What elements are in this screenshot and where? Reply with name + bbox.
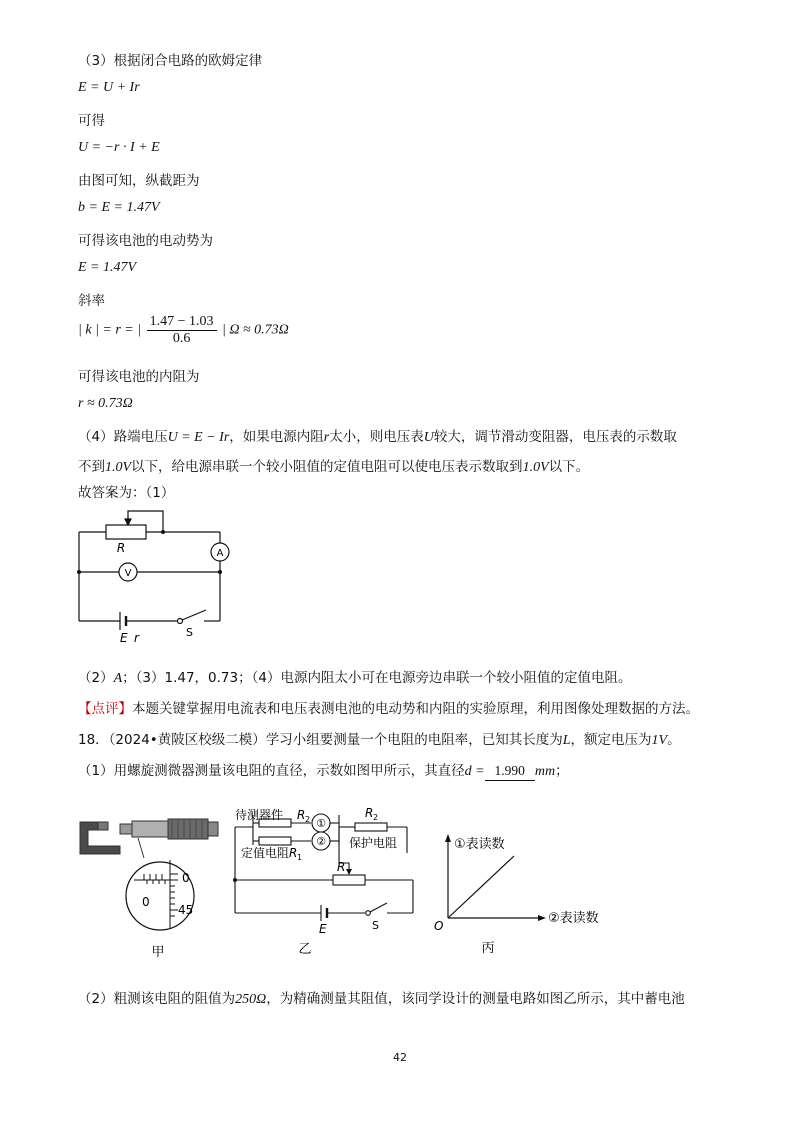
label-S: S (372, 919, 379, 932)
junction-dot (161, 530, 165, 534)
question-18-part1 (78, 762, 569, 781)
switch-contact (178, 619, 183, 624)
label-V: V (124, 568, 132, 579)
label-S: S (186, 626, 193, 639)
fraction-numerator: 1.47 − 1.03 (147, 314, 217, 331)
answer-blank: 1.990 (485, 762, 535, 781)
question-18-part2 (78, 990, 685, 1009)
text: （4）路端电压 (78, 429, 168, 445)
rheostat-R (333, 875, 365, 885)
x-axis-label: ②表读数 (548, 911, 599, 926)
comment-line (78, 700, 699, 718)
resistor-R1-fixed (259, 837, 291, 845)
text-line: 由图可知，纵截距为 (78, 173, 200, 189)
junction-dot (233, 878, 237, 882)
label-meter-1: ① (316, 817, 326, 830)
circuit-figure-yi (225, 805, 425, 955)
resistor-R (106, 525, 146, 539)
text-line: （3）根据闭合电路的欧姆定律 (78, 53, 263, 69)
fraction-denominator: 0.6 (172, 331, 191, 346)
label-R1-sub: 1 (297, 853, 303, 862)
label-meter-2: ② (316, 835, 326, 848)
answer-intro: 故答案为：（1） (78, 485, 175, 501)
text: 不到 (78, 459, 105, 475)
label-R2-dut-sub: 2 (305, 815, 311, 824)
text: ，如果电源内阻 (229, 429, 324, 445)
paragraph-4-line2 (78, 458, 589, 477)
caption-bing: 丙 (481, 941, 495, 956)
equation: U = −r · I + E (78, 140, 160, 155)
ratchet (208, 822, 218, 836)
answer-line (78, 669, 631, 688)
slider-arrow (346, 869, 352, 875)
label-protect: 保护电阻 (349, 836, 398, 850)
label-dut: 待测器件 (235, 808, 284, 822)
inline-math: L (562, 733, 571, 748)
text: 18．（2024•黄陂区校级二模）学习小组要测量一个电阻的电阻率，已知其长度为 (78, 732, 563, 748)
thimble-scale-45: 45 (178, 903, 194, 917)
inline-math: A (113, 671, 123, 686)
equation: b = E = 1.47V (78, 200, 160, 215)
inline-math: 250Ω (235, 992, 267, 1007)
inline-math: U (423, 430, 434, 445)
y-axis-label: ①表读数 (454, 837, 505, 852)
text: ；（3）1.47，0.73；（4）电源内阻太小可在电源旁边串联一个较小阻值的定值电阻。 (122, 670, 632, 686)
switch-contact (366, 911, 371, 916)
text: ，额定电压为 (570, 732, 652, 748)
inline-math: 1.0V (105, 460, 132, 475)
question-18-title (78, 731, 681, 750)
text: 以下，给电源串联一个较小阻值的定值电阻可以使电压表示数取到 (131, 459, 523, 475)
inline-math: r (323, 430, 330, 445)
paragraph-4-line1 (78, 428, 677, 447)
equation: E = 1.47V (78, 260, 137, 275)
text-line: 可得该电池的电动势为 (78, 233, 213, 249)
slope-prefix: | k | = r = | (78, 322, 142, 338)
data-line (448, 856, 514, 918)
label-R1: R (289, 846, 298, 860)
junction-dot (218, 570, 222, 574)
label-E: E (319, 922, 327, 936)
micrometer-figure (72, 810, 224, 960)
fraction (147, 314, 217, 347)
spindle (120, 824, 132, 834)
inline-math: mm (534, 764, 556, 779)
label-R-rheostat: R (337, 860, 346, 874)
comment-tag: 【点评】 (78, 701, 132, 717)
text-line: 可得 (78, 113, 105, 129)
sleeve (132, 821, 168, 837)
origin-label: O (434, 919, 444, 933)
text: ； (555, 763, 569, 779)
text: ，为精确测量其阻值，该同学设计的测量电路如图乙所示，其中蓄电池 (266, 991, 685, 1007)
slope-equation (78, 314, 289, 347)
thimble-scale-0: 0 (182, 871, 190, 885)
slider-arrow (125, 519, 131, 525)
label-R: R (116, 541, 126, 555)
text: （2）粗测该电阻的阻值为 (78, 991, 236, 1007)
inline-math: 1V (651, 733, 668, 748)
graph-figure-bing (432, 830, 632, 960)
inline-math: U = E − Ir (167, 430, 230, 445)
equation: E = U + Ir (78, 80, 140, 95)
slope-suffix: | Ω ≈ 0.73Ω (222, 322, 289, 338)
inline-math: d = (464, 764, 485, 779)
sleeve-scale-0: 0 (142, 895, 150, 909)
equation: r ≈ 0.73Ω (78, 396, 133, 411)
text-line: 可得该电池的内阻为 (78, 369, 200, 385)
text: 。 (667, 732, 681, 748)
text: （2） (78, 670, 114, 686)
page-number: 42 (393, 1051, 407, 1064)
x-axis-arrow (538, 915, 546, 921)
text: 以下。 (548, 459, 590, 475)
zoom-line (138, 838, 144, 858)
label-A: A (216, 548, 224, 559)
switch-lever (182, 610, 206, 620)
resistor-R2-protect (355, 823, 387, 831)
text: （1）用螺旋测微器测量该电阻的直径，示数如图甲所示，其直径 (78, 763, 465, 779)
text: 太小，则电压表 (329, 429, 424, 445)
caption-jia: 甲 (151, 945, 165, 960)
comment-text: 本题关键掌握用电流表和电压表测电池的电动势和内阻的实验原理，利用图像处理数据的方法。 (132, 701, 699, 717)
anvil (98, 822, 108, 830)
label-r: r (134, 631, 139, 645)
text: 较大，调节滑动变阻器，电压表的示数取 (433, 429, 677, 445)
circuit-figure-1 (70, 506, 240, 646)
switch-lever (370, 903, 387, 912)
label-E: E (120, 631, 128, 645)
caption-yi: 乙 (298, 942, 312, 955)
label-R2-dut: R (297, 808, 306, 822)
y-axis-arrow (445, 834, 451, 842)
label-R2-protect-sub: 2 (373, 813, 379, 822)
text-line: 斜率 (78, 293, 105, 309)
junction-dot (77, 570, 81, 574)
inline-math: 1.0V (522, 460, 549, 475)
label-R2-protect: R (365, 806, 374, 820)
label-fixed: 定值电阻 (241, 846, 290, 860)
